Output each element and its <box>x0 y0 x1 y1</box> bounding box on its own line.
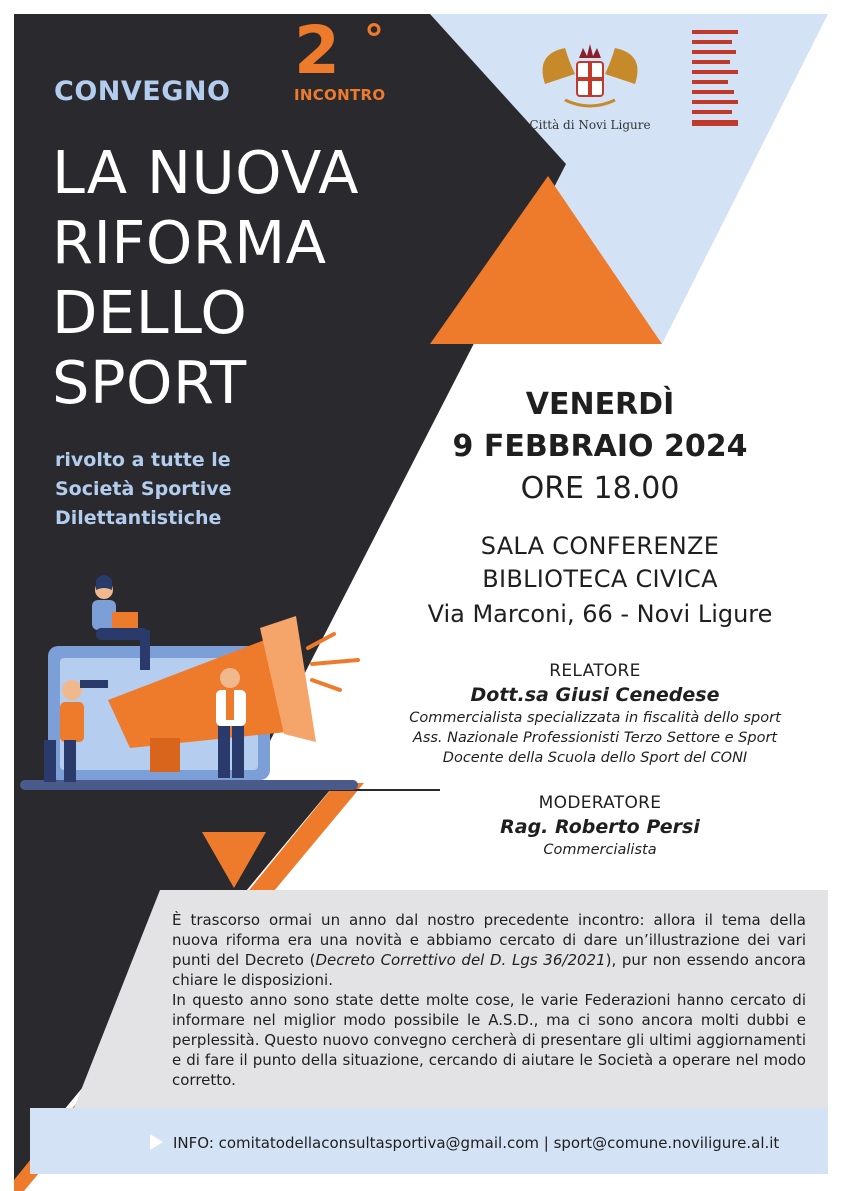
moderator-role: MODERATORE <box>538 793 662 813</box>
city-crest-logo <box>525 34 655 132</box>
convegno-label: CONVEGNO <box>54 76 231 107</box>
city-label: Città di Novi Ligure <box>529 118 651 132</box>
man-right-head <box>220 668 240 688</box>
play-arrow-icon <box>150 1134 163 1150</box>
edition-number: 2 <box>294 12 340 89</box>
event-date-block <box>410 384 790 510</box>
venue-line-2: BIBLIOTECA CIVICA <box>482 565 718 593</box>
moderator-block <box>420 792 780 860</box>
speaker-name: Dott.sa Giusi Cenedese <box>470 684 720 706</box>
audience-line: rivolto a tutte le <box>55 449 231 471</box>
moderator-desc: Commercialista <box>543 842 657 858</box>
speaker-desc: Commercialista specializzata in fiscalità dello sport <box>409 710 781 726</box>
event-time: ORE 18.00 <box>520 471 680 506</box>
speaker-block <box>370 660 820 768</box>
moderator-name: Rag. Roberto Persi <box>500 816 700 838</box>
event-date: 9 FEBBRAIO 2024 <box>452 429 748 464</box>
paragraph: In questo anno sono state dette molte cose, le varie Federazioni hanno cercato di informare nel miglior modo possibile le A.S.D., ma ci sono ancora molti dubbi e perplessità. Questo nuovo convegno cercherà di presentare gli ultimi aggiornamenti e di fare il punto della situazione, cercando di aiutare le Società a operare nel modo corretto. <box>172 991 806 1089</box>
paragraph: È trascorso ormai un anno dal nostro precedente incontro: allora il tema della nuova riforma era una novità e abbiamo cercato di dare un’illustrazione dei vari punti del Decreto (Decreto Correttivo del D. Lgs 36/2021), pur non essendo ancora chiare le disposizioni. <box>172 911 806 989</box>
contact-text: INFO: comitatodellaconsultasportiva@gmail.com | sport@comune.noviligure.al.it <box>173 1134 780 1152</box>
title-line: DELLO <box>52 278 248 347</box>
speaker-desc: Docente della Scuola dello Sport del CONI <box>442 750 748 766</box>
main-title <box>52 138 472 418</box>
description-text <box>172 910 806 1090</box>
venue-line-1: SALA CONFERENZE <box>480 532 720 560</box>
audience-text <box>55 446 355 533</box>
audience-line: Dilettantistiche <box>55 507 222 529</box>
audience-line: Società Sportive <box>55 478 232 500</box>
title-line: RIFORMA <box>52 208 327 277</box>
contact-info <box>150 1132 830 1154</box>
incontro-label: INCONTRO <box>294 86 386 104</box>
speaker-role: RELATORE <box>549 661 641 681</box>
edition-number-suffix: ° <box>364 17 384 63</box>
consulta-logo-icon <box>690 26 740 130</box>
title-line: LA NUOVA <box>52 138 360 207</box>
speaker-desc: Ass. Nazionale Professionisti Terzo Settore e Sport <box>412 730 778 746</box>
venue-address: Via Marconi, 66 - Novi Ligure <box>427 600 773 628</box>
event-venue <box>400 530 800 632</box>
event-day: VENERDÌ <box>525 387 675 422</box>
eagle-crest-icon <box>525 34 655 118</box>
man-left-head <box>62 680 82 700</box>
title-line: SPORT <box>52 348 247 417</box>
